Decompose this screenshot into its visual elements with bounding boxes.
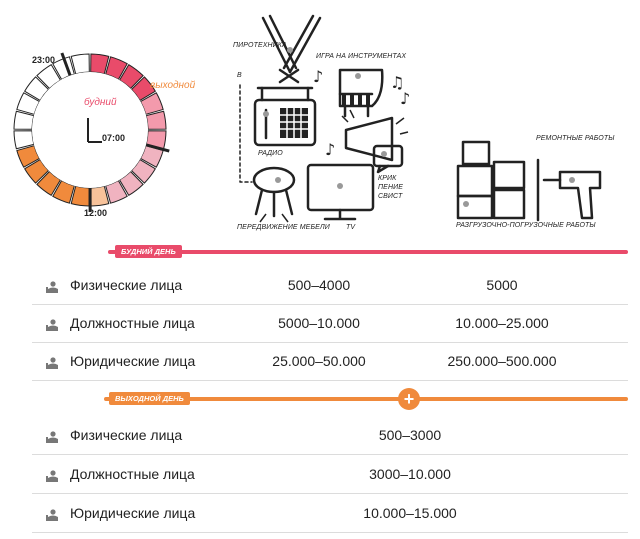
piano-icon [340,70,382,116]
weekday-label: будний [84,97,117,108]
clock-segment [71,54,89,74]
clock-segment [14,131,34,149]
person-icon [46,469,58,487]
label-instruments: ИГРА НА ИНСТРУМЕНТАХ [316,53,407,60]
clock-segment [146,111,166,129]
person-icon [46,430,58,448]
person-icon [46,318,58,336]
label-loading: РАЗГРУЗОЧНО-ПОГРУЗОЧНЫЕ РАБОТЫ [456,222,596,229]
weekend-label: выходной [150,80,196,91]
fine-weekday-range: 500–4000 [287,277,351,293]
label-arrow-letter: В [237,72,242,79]
row-name: Юридические лица [70,353,196,369]
table-row [32,344,628,381]
row-name: Физические лица [70,427,183,443]
fine-weekday-range: 25.000–50.000 [272,353,366,369]
table-row [32,306,628,343]
boxes-icon [458,142,538,220]
label-furniture: ПЕРЕДВИЖЕНИЕ МЕБЕЛИ [237,224,330,231]
table-row [32,418,628,455]
clock-label-2300: 23:00 [32,55,56,65]
weekday-tag: БУДНИЙ ДЕНЬ [115,245,182,258]
svg-text:♫: ♫ [390,73,405,92]
svg-text:♪: ♪ [313,67,324,86]
label-repair: РЕМОНТНЫЕ РАБОТЫ [536,135,615,142]
clock-label-0700: 07:00 [102,133,126,143]
clock-segment [91,54,109,74]
plus-icon: + [398,388,420,410]
table-row [32,268,628,305]
tv-icon [308,165,373,219]
weekday-divider [108,250,628,254]
clock-segment [91,186,109,206]
label-pyro: ПИРОТЕХНИКА [233,42,287,49]
row-name: Должностные лица [70,466,195,482]
stool-icon [254,168,294,216]
table-row [32,496,628,533]
fine-weekday-max: 10.000–25.000 [455,315,549,331]
person-icon [46,280,58,298]
label-tv: TV [346,224,356,231]
fine-weekend-range: 3000–10.000 [369,466,451,482]
clock-dial [0,40,180,220]
clock-segment [71,186,89,206]
clock-segment [14,111,34,129]
row-name: Юридические лица [70,505,196,521]
row-name: Должностные лица [70,315,195,331]
label-shout: КРИК [378,175,397,182]
person-icon [46,508,58,526]
table-row [32,457,628,494]
label-singing: ПЕНИЕ [378,184,403,191]
label-radio: РАДИО [258,150,283,157]
fine-weekend-range: 500–3000 [378,427,442,443]
person-icon [46,356,58,374]
label-whistle: СВИСТ [378,193,403,200]
clock-icon [0,40,180,220]
weekend-tag: ВЫХОДНОЙ ДЕНЬ [109,392,190,405]
clock-label-1200: 12:00 [84,208,108,218]
svg-text:♪: ♪ [400,89,411,108]
fine-weekday-range: 5000–10.000 [278,315,360,331]
fine-weekday-max: 250.000–500.000 [447,353,557,369]
fine-weekday-max: 5000 [486,277,518,293]
fine-weekend-range: 10.000–15.000 [363,505,457,521]
svg-text:♪: ♪ [325,140,336,159]
row-name: Физические лица [70,277,183,293]
